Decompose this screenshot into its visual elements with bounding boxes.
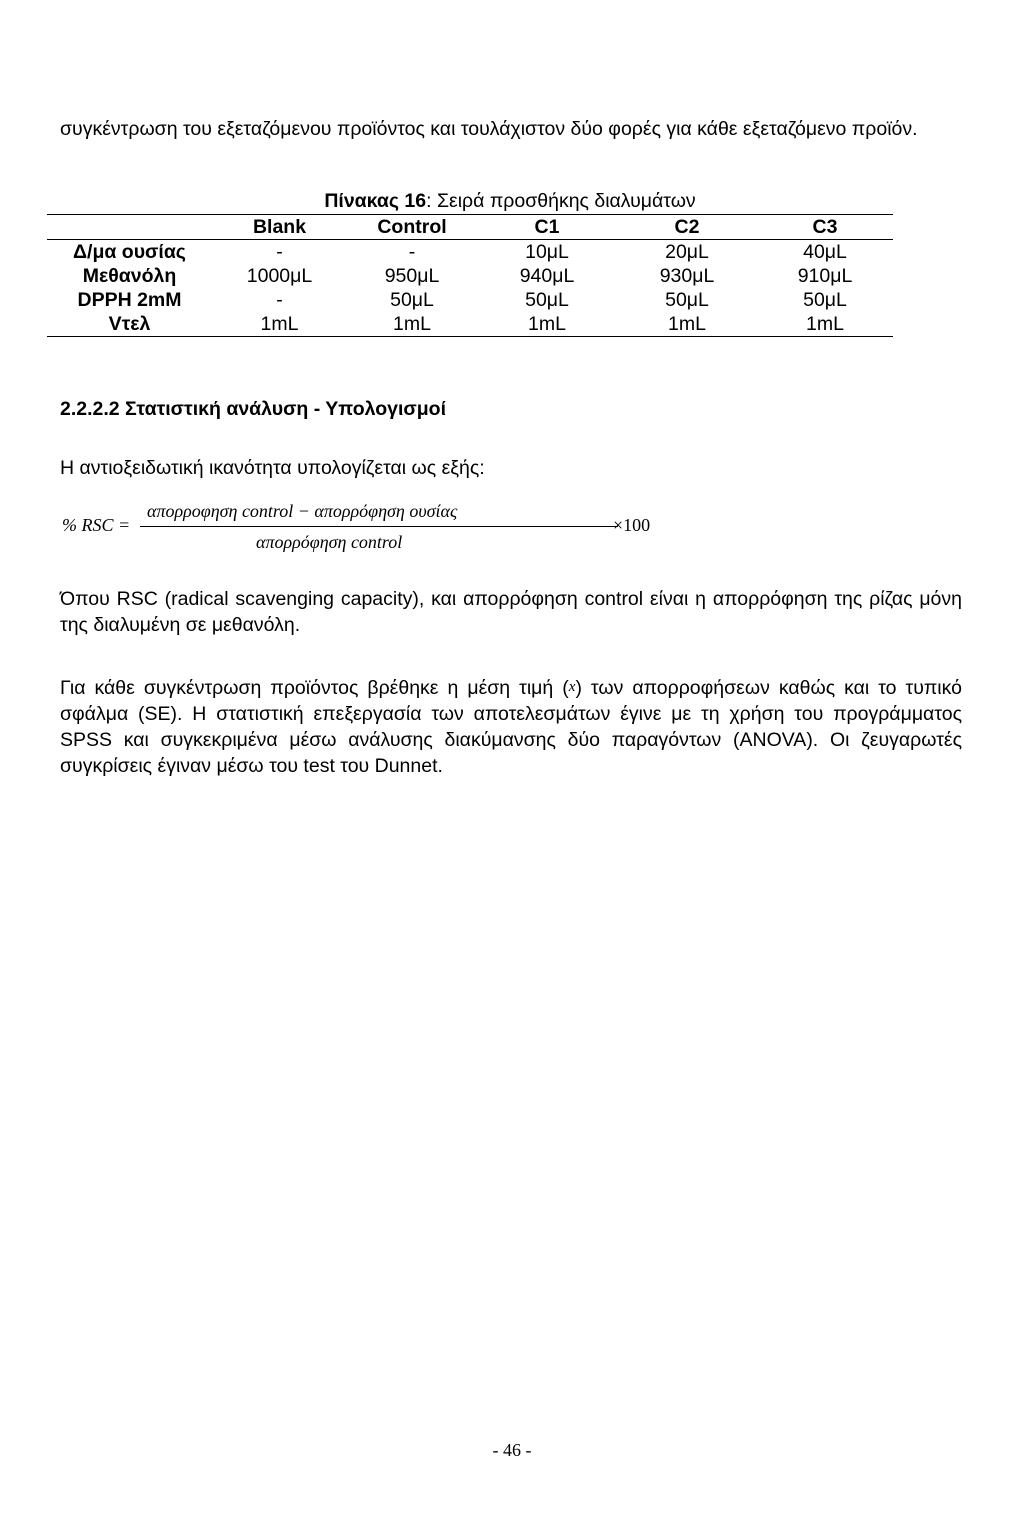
- mean-symbol: x: [568, 679, 576, 695]
- table-cell: 1mL: [617, 312, 757, 337]
- table-cell: -: [276, 241, 283, 263]
- table-cell: 40μL: [803, 241, 847, 263]
- formula-lhs: % RSC =: [62, 515, 131, 535]
- table-cell: 940μL: [519, 265, 575, 287]
- paragraph-statistics-part1: Για κάθε συγκέντρωση προϊόντος βρέθηκε η μέση τιμή (: [60, 677, 569, 699]
- row-label: Δ/μα ουσίας: [73, 241, 186, 263]
- solutions-table: [47, 214, 893, 337]
- table-row: [47, 264, 893, 288]
- table-16: [47, 188, 893, 337]
- table-cell: 1mL: [347, 312, 477, 337]
- row-label: Μεθανόλη: [82, 265, 177, 287]
- table-cell: 50μL: [803, 289, 847, 311]
- table-cell: 50μL: [665, 289, 709, 311]
- formula-multiplier: ×100: [613, 515, 651, 535]
- section-intro: Η αντιοξειδωτική ικανότητα υπολογίζεται ως εξής:: [60, 457, 485, 479]
- table-cell: 1mL: [477, 312, 617, 337]
- table-header-cell: Blank: [212, 215, 347, 240]
- table-cell: 1mL: [757, 312, 893, 337]
- table-row: [47, 288, 893, 312]
- rsc-formula: [60, 500, 660, 560]
- row-label: DPPH 2mM: [77, 289, 182, 311]
- table-header-cell: [47, 215, 212, 240]
- section-heading: 2.2.2.2 Στατιστική ανάλυση - Υπολογισμοί: [60, 398, 446, 420]
- paragraph-top: συγκέντρωση του εξεταζόμενου προϊόντος και τουλάχιστον δύο φορές για κάθε εξεταζόμενο προϊόν.: [60, 118, 918, 140]
- table-header-row: [47, 215, 893, 240]
- table-header-cell: Control: [347, 215, 477, 240]
- page-number: - 46 -: [492, 1440, 532, 1460]
- table-cell: 50μL: [390, 289, 434, 311]
- table-cell: 20μL: [665, 241, 709, 263]
- table-caption: [127, 188, 893, 214]
- paragraph-where: Όπου RSC (radical scavenging capacity), και απορρόφηση control είναι η απορρόφηση της ρίζας μόνη της διαλυμένη σε μεθανόλη.: [60, 588, 962, 636]
- table-header-cell: C1: [477, 215, 617, 240]
- table-cell: 1mL: [212, 312, 347, 337]
- row-label: Vτελ: [47, 312, 212, 337]
- table-header-cell: C2: [617, 215, 757, 240]
- table-cell: 50μL: [525, 289, 569, 311]
- paragraph-statistics-part2: ) των απορροφήσεων καθώς και το τυπικό σφάλμα (SE). Η στατιστική επεξεργασία των αποτελεσμάτων έγινε με τη χρήση του προγράμματος SPSS και συγκεκριμένα μέσω ανάλυσης διακύμανσης δύο παραγόντων (ANOVA). Οι ζευγαρωτές συγκρίσεις έγιναν μέσω του test του Dunnet.: [60, 677, 962, 777]
- table-caption-text: : Σειρά προσθήκης διαλυμάτων: [426, 190, 696, 212]
- table-row: [47, 312, 893, 337]
- table-row: [47, 240, 893, 265]
- fraction-bar: [140, 526, 618, 527]
- table-cell: 1000μL: [246, 265, 313, 287]
- paragraph-statistics: [60, 674, 962, 779]
- table-cell: 910μL: [797, 265, 853, 287]
- table-cell: 950μL: [384, 265, 440, 287]
- table-cell: -: [408, 241, 416, 263]
- formula-numerator: απορροφηση control − απορρόφηση ουσίας: [147, 501, 458, 521]
- table-header-cell: C3: [757, 215, 893, 240]
- table-cell: 930μL: [659, 265, 715, 287]
- table-caption-label: Πίνακας 16: [324, 190, 427, 212]
- table-cell: 10μL: [525, 241, 569, 263]
- table-cell: -: [276, 289, 283, 311]
- formula-denominator: απορρόφηση control: [256, 532, 403, 552]
